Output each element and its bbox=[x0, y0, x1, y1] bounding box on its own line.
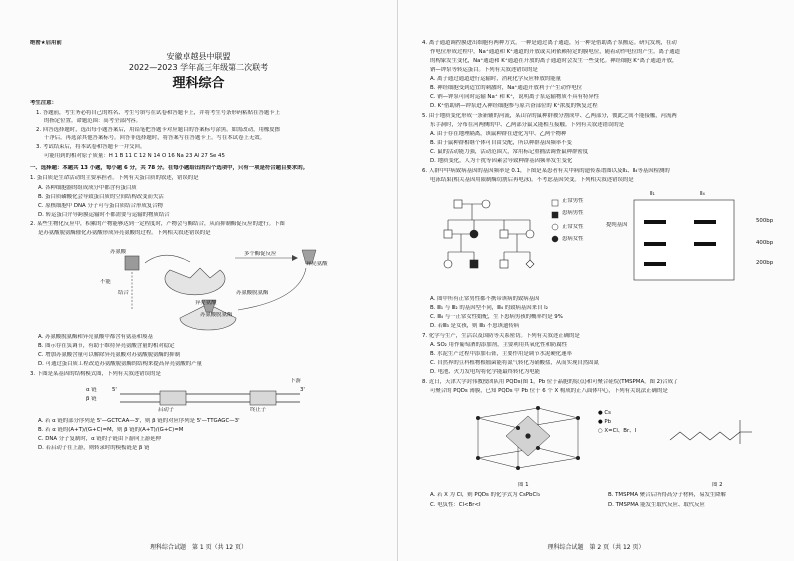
gel-lane-label: Ⅱ₄ bbox=[700, 191, 705, 197]
option: B. TMSPMA 聚合后所得高分子材料，易发生降解 bbox=[608, 492, 727, 498]
page-footer: 理科综合试题 第 1 页（共 12 页） bbox=[149, 544, 248, 551]
option: C. 鼠的活动能力强，活动范围大，常用标记重捕法调查鼠种群密度 bbox=[430, 149, 589, 155]
option: D. 若启动子在上游，则转录时的模板链是 β 链 bbox=[38, 445, 150, 451]
option: C. 原核细胞中 DNA 分子可与蛋白质结合形成复合物 bbox=[38, 203, 163, 209]
gene-label: 3' bbox=[300, 387, 305, 393]
option: D. K⁺借助钠—钾泵进入神经细胞参与原兴奋部位的 K⁺浓度的恢复过程 bbox=[430, 103, 598, 109]
diagram-label: 多个酶促反应 bbox=[244, 251, 277, 257]
option: B. 蛋白质磷酸化会导致蛋白质的空间结构改变而失活 bbox=[38, 194, 164, 200]
diagram-label: 结合 bbox=[118, 290, 129, 296]
diagram-label: 苏氨酸脱氨酶 bbox=[236, 290, 269, 296]
question-stem: 东手洞时，分布在河两侧的甲、乙两部分鼠又能相互接触。下列有关叙述错误的是 bbox=[430, 122, 625, 128]
figure-caption: 图 2 bbox=[712, 482, 723, 488]
figure-legend: ● Cs bbox=[598, 410, 611, 416]
page-footer: 理科综合试题 第 2 页（共 12 页） bbox=[547, 544, 645, 551]
secret-mark: 绝密★启用前 bbox=[30, 40, 62, 46]
legend-entry: 正常女性 bbox=[562, 224, 584, 230]
option: C. 电负性：Cl<Br<I bbox=[430, 502, 481, 508]
note-line: 的指定位置。命题范围：高考全部内容。 bbox=[44, 118, 142, 124]
option: A. 若 X 为 Cl，则 PQDs 的化学式为 CsPbCl₃ bbox=[430, 492, 540, 498]
diagram-label: 不能 bbox=[100, 279, 111, 285]
legend-entry: 患病女性 bbox=[562, 236, 584, 242]
option: C. 自然界的豆科植物根瘤菌能将氮气转化为硝酸盐，从而实现自然固氮 bbox=[430, 360, 599, 366]
option: A. 苏氨酸脱氨酶和异亮氨酸中都含有氨基和羧基 bbox=[38, 334, 153, 340]
option: B. 图示存在负调节，有助于维持异亮氨酸含量的相对稳定 bbox=[38, 343, 175, 349]
question-stem: 作电位形成过程中，Na⁺通道和 K⁺通道的开放或关闭依赖特定的膜电位，随着动作电位的产生，离子通道 bbox=[430, 49, 681, 55]
pedigree-chart bbox=[434, 190, 594, 300]
notice-title: 考生注意： bbox=[30, 100, 57, 106]
note-line: 3. 考试结束后，将本试卷和答题卡一并交回。 bbox=[36, 144, 146, 150]
gene-label: 下游 bbox=[290, 378, 301, 384]
note-line: 可能用到的相对原子质量：H 1 B 11 C 12 N 14 O 16 Na 23 Al 27 Se 45 bbox=[44, 153, 225, 159]
org-title: 安徽卓越县中联盟 bbox=[166, 52, 231, 61]
option: A. 各种细胞器的组成成分中都含有蛋白质 bbox=[38, 185, 137, 191]
option: C. DNA 分子复制时，α 链的子链由下游向上游延伸 bbox=[38, 436, 162, 442]
option: C. 钠—钾泵可同时运输 Na⁺ 和 K⁺，说明离子泵运输物质不具有特异性 bbox=[430, 94, 600, 100]
option: C. Ⅲ₄ 与一正常女性婚配，生下患病男孩的概率约是 9% bbox=[430, 314, 563, 320]
gene-label: β 链 bbox=[86, 396, 97, 402]
question-stem: 的构象发生变化，Na⁺通道和 K⁺通道在开放的离子通道时会发生一些变化。神经细胞 K⁺离子通道开放， bbox=[430, 58, 678, 64]
diagram-label: 苏氨酸脱氨酶 bbox=[200, 312, 233, 318]
option: A. SO₂ 用作葡萄酒的添加剂，主要利用其氧化性和防腐性 bbox=[430, 342, 568, 348]
question-stem: 可聚合的 PQDs 薄膜，已知 PQDs 中 Pb 位于 6 个 X 构成的正八面体中心，下列有关说法正确的是 bbox=[430, 388, 668, 394]
gene-label: α 链 bbox=[86, 387, 97, 393]
legend-entry: 患病男性 bbox=[562, 210, 584, 216]
option: B. 神经细胞受到适宜的刺激时，Na⁺通道开放利于产生动作电位 bbox=[430, 85, 583, 91]
question-stem: 5. 由于地质变化形成一条新辅的河流，某山谷的鼠种群被分割成甲、乙两部分，彼此之间不能接触，河流两 bbox=[422, 113, 677, 119]
diagram-label: 异亮氨酸 bbox=[306, 261, 328, 267]
gene-label: 启动子 bbox=[158, 407, 175, 413]
option: B. 水泥生产过程中添加石膏，主要作用是调节水泥硬化速率 bbox=[430, 351, 572, 357]
option: D. TMSPMA 能发生取代反应、取代反应 bbox=[608, 502, 705, 508]
question-stem: 电泳结果(相关基因用限制酶切割后再电泳)。不考虑基因突变。下列相关叙述错误的是 bbox=[430, 177, 634, 183]
legend-entry: 正常男性 bbox=[562, 198, 584, 204]
gel-size-label: 400bp bbox=[756, 240, 774, 246]
note-line: 1. 答题前，考生务必将自己的姓名、考生号填写在试卷和答题卡上，并将考生号条形码粘贴在答题卡上 bbox=[36, 110, 281, 116]
gene-label: 5' bbox=[112, 387, 117, 393]
option: C. 增加苏氨酸含量可以解除异亮氨酸对苏氨酸脱氨酶的抑制 bbox=[38, 352, 180, 358]
question-stem: 4. 离子通道调控膜进出细胞有两种方式，一种是通过离子通道，另一种是借助离子泵搬运。研究发现，在动 bbox=[422, 40, 677, 46]
gel-label: 提纯基因 bbox=[606, 222, 628, 228]
option: D. 地质变化，人为干扰等因素会导致种群基因频率发生变化 bbox=[430, 158, 573, 164]
question-stem: 2. 某些生物化反应中，积累的产物能够达到一定程度时，产物会与酶结合，从而抑制酶促反应的进行。下图 bbox=[30, 221, 285, 227]
figure-legend: ● Pb bbox=[598, 419, 612, 425]
question-stem: 1. 蛋白质是生命活动的主要承担者。下列有关蛋白质的叙述，错误的是 bbox=[30, 175, 199, 181]
option: D. 转运蛋白介导跨膜运输时不都需要与运输的物质结合 bbox=[38, 212, 170, 218]
question-stem: 钠—钾泵等转运蛋白。下列有关叙述错误的是 bbox=[430, 67, 538, 73]
question-stem: 3. 下图是某基因的结构模式图，下列有关叙述错误的是 bbox=[30, 371, 161, 377]
note-line: 干净后，再选涂其他答案标号。回答非选择题时，将答案写在答题卡上。写在本试卷上无效。 bbox=[44, 135, 266, 141]
question-stem: 8. 近日，天津大学封伟教授团队用 PQDs(图 1，Pb 位于晶胞的原点)和可聚合硅烷(TMSPMA，图 2)合成了 bbox=[422, 379, 679, 385]
exam-page-2 bbox=[398, 0, 794, 561]
gene-label: 终止子 bbox=[250, 407, 267, 413]
option: B. 由于鼠种群相继个体可自由交配，所以种群基因频率不变 bbox=[430, 140, 572, 146]
option: D. 可通过蛋白质工程改造苏氨酸脱氨酶的结构来提高异亮氨酸的产量 bbox=[38, 361, 202, 367]
gene-diagram bbox=[100, 382, 320, 416]
question-stem: 是苏氨酸脱氨酶催化苏氨酸形成异亮氨酸的过程。下列相关叙述错误的是 bbox=[38, 230, 211, 236]
figure-legend: ○ X=Cl、Br、I bbox=[598, 428, 637, 434]
subject-title: 理科综合 bbox=[172, 76, 225, 91]
option: A. 离子通过通道进行运输时，消耗化学反应释放的能量 bbox=[430, 76, 562, 82]
option: B. 若 α 链的(A+T)/(G+C)=M，则 β 链的(A+T)/(G+C)=M bbox=[38, 427, 184, 433]
gel-size-label: 500bp bbox=[756, 218, 774, 224]
diagram-label: 苏氨酸 bbox=[110, 249, 127, 255]
gel-size-label: 200bp bbox=[756, 260, 774, 266]
tmspma-structure-figure bbox=[666, 412, 766, 452]
note-line: 2. 回答选择题时，选出每小题答案后，用铅笔把答题卡对应题目的答案标号涂黑。如需改动，用橡皮擦 bbox=[36, 127, 281, 133]
question-stem: 7. 化学与生产，生活以及国防等关系密切。下列有关叙述正确的是 bbox=[422, 333, 580, 339]
year-title: 2022—2023 学年高三年级第二次联考 bbox=[128, 63, 269, 72]
figure-caption: 图 1 bbox=[518, 482, 529, 488]
option: D. 电池、火力发电均将化学能最终转化为电能 bbox=[430, 369, 541, 375]
option: A. 图中所有正常男性都不携带该病的致病基因 bbox=[430, 296, 540, 302]
electrophoresis-gel bbox=[614, 190, 754, 290]
crystal-structure-figure bbox=[458, 398, 598, 478]
option: D. 若Ⅲ₃ 是女孩，则 Ⅲ₃ 不患该遗传病 bbox=[430, 323, 520, 329]
option: A. 由于存在地理隔离，该鼠种群在进化为甲、乙两个物种 bbox=[430, 131, 567, 137]
gel-lane-label: Ⅱ₁ bbox=[650, 191, 655, 197]
diagram-label: 异亮氨酸 bbox=[195, 300, 217, 306]
section-heading: 一、选择题：本题共 13 小题，每小题 6 分，共 78 分。在每小题给出的四个选项中，只有一项是符合题目要求的。 bbox=[30, 165, 308, 171]
option: A. 若 α 链的部分序列是 5'—GCTCAA—3'，则 β 链的对应序列是 5'—TTGAGC—3' bbox=[38, 418, 240, 424]
question-stem: 6. 人群中甲病致病基因的基因频率是 0.1，下图是某患者有关甲病的遗传系谱图以及Ⅱ₁、Ⅱ₄等基因检测的 bbox=[422, 168, 670, 174]
option: B. Ⅲ₁ 与 Ⅲ₂ 的基因型不同，Ⅲ₄ 的致病基因来自 Ⅰ₂ bbox=[430, 305, 548, 311]
